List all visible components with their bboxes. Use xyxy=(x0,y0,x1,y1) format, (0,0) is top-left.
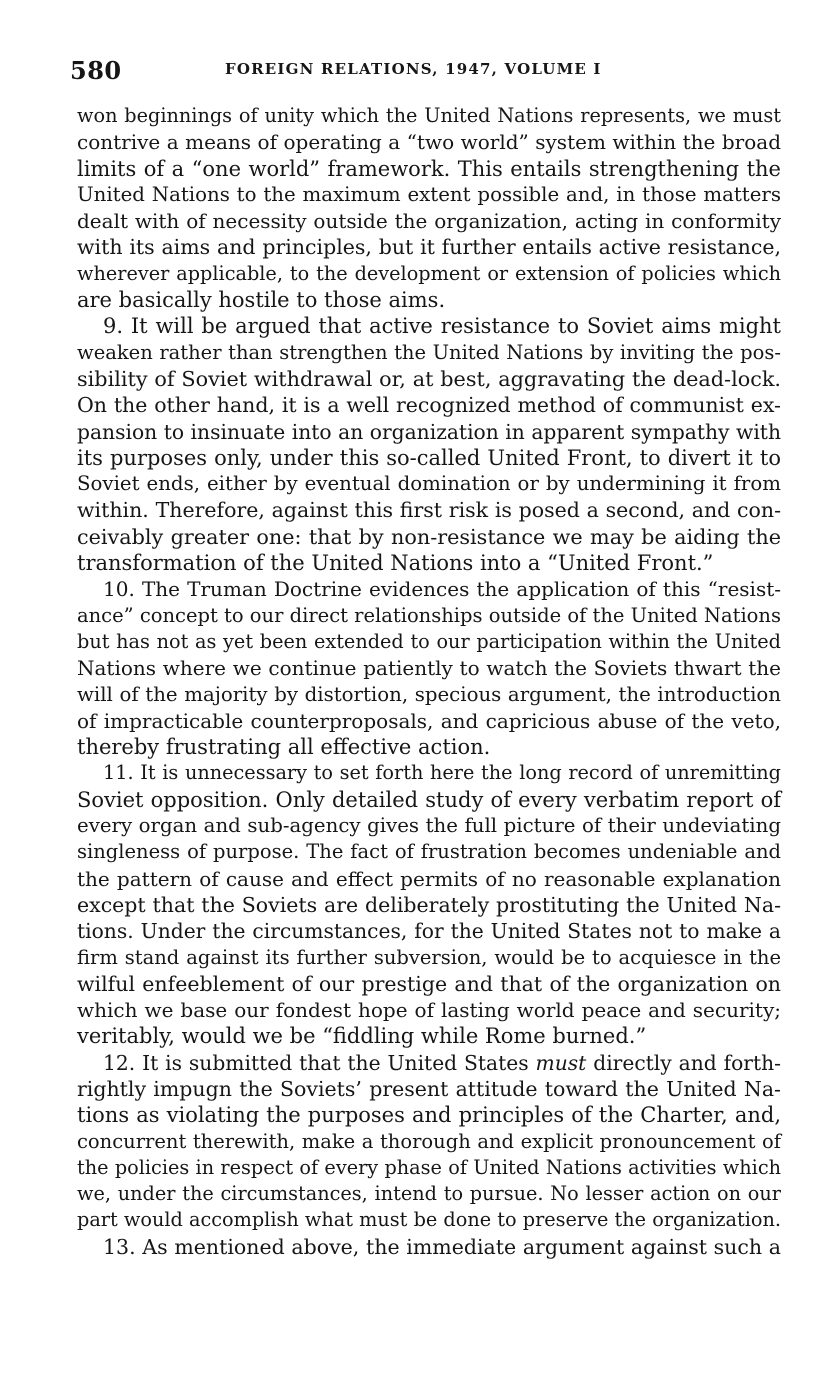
text-line: every organ and sub-agency gives the full picture of their undeviating xyxy=(77,814,781,838)
text-line: dealt with of necessity outside the organization, acting in conformity xyxy=(77,209,781,234)
paragraph-9-start: 9. It will be argued that active resistance to Soviet aims might xyxy=(103,314,781,339)
text-line: will of the majority by distortion, specious argument, the introduction xyxy=(77,682,781,706)
text-line: United Nations to the maximum extent possible and, in those matters xyxy=(77,182,781,206)
paragraph-11-start: 11. It is unnecessary to set forth here the long record of unremitting xyxy=(103,761,781,785)
text-line: thereby frustrating all effective action. xyxy=(77,735,491,760)
text-line: Soviet ends, either by eventual domination or by undermining it from xyxy=(77,472,781,496)
text-line: ance” concept to our direct relationships outside of the United Nations xyxy=(77,603,781,627)
emphasis-must: must xyxy=(535,1050,587,1075)
text-line: sibility of Soviet withdrawal or, at best, aggravating the dead-lock. xyxy=(77,366,781,391)
text-line: weaken rather than strengthen the United Nations by inviting the pos- xyxy=(77,340,781,364)
text-line: but has not as yet been extended to our participation within the United xyxy=(77,629,781,653)
text-line: the policies in respect of every phase of United Nations activities which xyxy=(77,1155,781,1179)
body-text xyxy=(77,103,781,1260)
text-line: tions. Under the circumstances, for the United States not to make a xyxy=(77,919,781,944)
text-line: rightly impugn the Soviets’ present attitude toward the United Na- xyxy=(77,1076,781,1101)
text-line: limits of a “one world” framework. This entails strengthening the xyxy=(77,156,781,181)
text-line: within. Therefore, against this first risk is posed a second, and con- xyxy=(77,498,781,523)
text-line: contrive a means of operating a “two world” system within the broad xyxy=(77,130,781,155)
page-number: 580 xyxy=(70,56,122,85)
paragraph-10-start: 10. The Truman Doctrine evidences the application of this “resist- xyxy=(103,577,781,602)
text-line: On the other hand, it is a well recognized method of communist ex- xyxy=(77,393,781,418)
text-line: concurrent therewith, make a thorough and explicit pronouncement of xyxy=(77,1129,781,1153)
text-run: 12. It is submitted that the United States xyxy=(103,1050,536,1075)
running-head-title: FOREIGN RELATIONS, 1947, VOLUME I xyxy=(225,60,602,78)
text-line: tions as violating the purposes and principles of the Charter, and, xyxy=(77,1103,781,1128)
text-line: ceivably greater one: that by non-resistance we may be aiding the xyxy=(77,524,781,549)
text-line: its purposes only, under this so-called United Front, to divert it to xyxy=(77,445,781,470)
text-line: veritably, would we be “fiddling while Rome burned.” xyxy=(77,1024,647,1049)
text-line: won beginnings of unity which the United Nations represents, we must xyxy=(77,104,781,127)
paragraph-12-start xyxy=(77,1050,781,1076)
text-line: with its aims and principles, but it further entails active resistance, xyxy=(77,235,781,260)
text-line: wherever applicable, to the development or extension of policies which xyxy=(77,261,781,285)
text-line: the pattern of cause and effect permits of no reasonable explanation xyxy=(77,866,781,891)
text-run: directly and forth- xyxy=(586,1050,781,1075)
text-line: Nations where we continue patiently to watch the Soviets thwart the xyxy=(77,656,781,681)
text-line: wilful enfeeblement of our prestige and that of the organization on xyxy=(77,971,781,996)
running-head xyxy=(70,56,782,86)
text-line: are basically hostile to those aims. xyxy=(77,288,446,313)
text-line: which we base our fondest hope of lasting world peace and security; xyxy=(77,998,781,1023)
text-line: of impracticable counterproposals, and capricious abuse of the veto, xyxy=(77,708,781,733)
text-line: Soviet opposition. Only detailed study of every verbatim report of xyxy=(77,787,781,812)
text-line: transformation of the United Nations into a “United Front.” xyxy=(77,551,714,576)
text-line: we, under the circumstances, intend to pursue. No lesser action on our xyxy=(77,1182,781,1206)
text-line: part would accomplish what must be done to preserve the organization. xyxy=(77,1208,781,1232)
paragraph-13-start: 13. As mentioned above, the immediate argument against such a xyxy=(103,1234,781,1259)
text-line: pansion to insinuate into an organization in apparent sympathy with xyxy=(77,419,781,444)
text-line: singleness of purpose. The fact of frustration becomes undeniable and xyxy=(77,840,781,864)
text-line: firm stand against its further subversion, would be to acquiesce in the xyxy=(77,945,781,969)
text-line: except that the Soviets are deliberately prostituting the United Na- xyxy=(77,892,781,917)
